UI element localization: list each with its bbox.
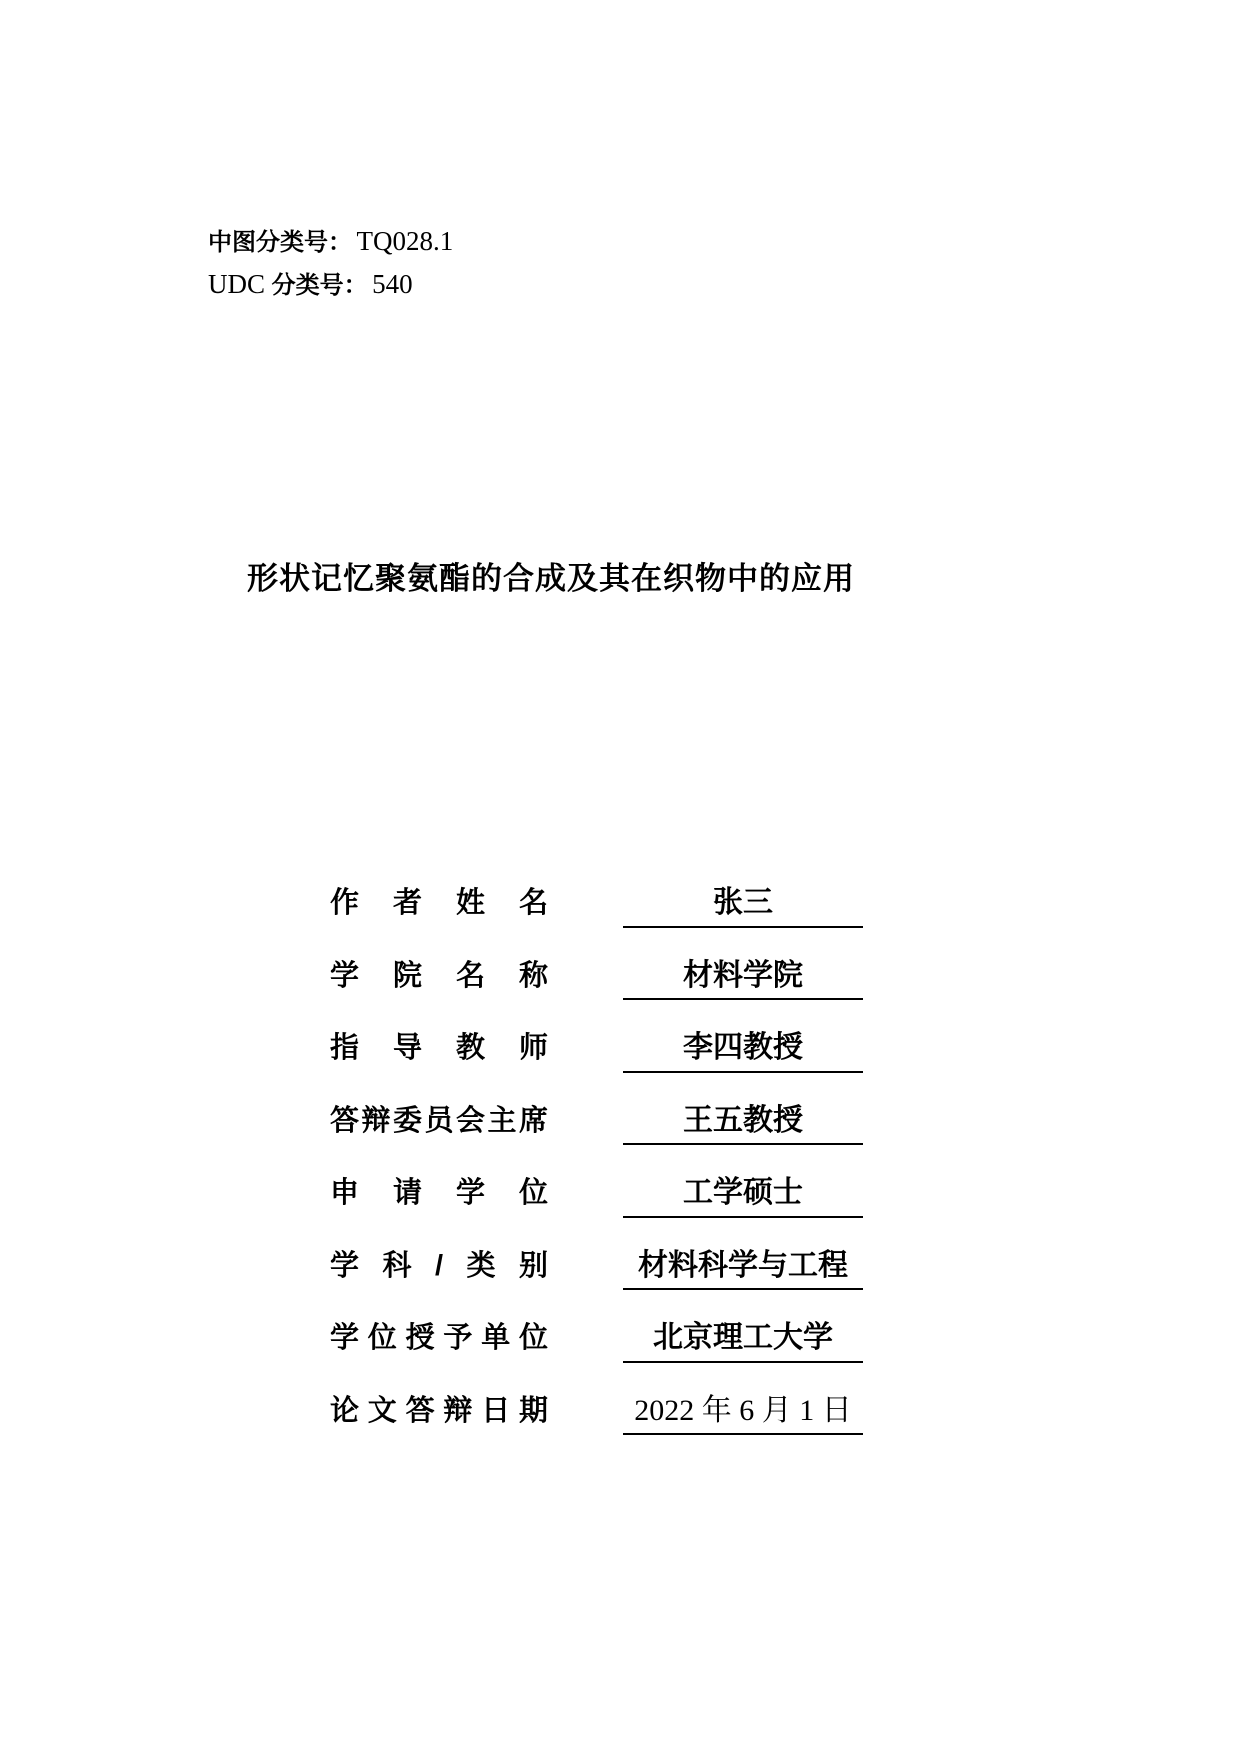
udc-number-line (208, 265, 453, 308)
supervisor-label: 指导教师 (330, 1032, 548, 1064)
degree-applied-label: 申请学位 (330, 1177, 548, 1209)
form-row-supervisor (330, 1031, 863, 1073)
classification-block (208, 222, 453, 308)
defense-date-value: 2022 年 6 月 1 日 (623, 1394, 863, 1436)
form-row-defense-chair (330, 1104, 863, 1146)
school-name-label: 学院名称 (330, 959, 548, 992)
discipline-label: 学科/类别 (330, 1249, 548, 1282)
thesis-info-form (330, 886, 863, 1466)
form-row-defense-date (330, 1394, 863, 1436)
discipline-value: 材料科学与工程 (623, 1249, 863, 1291)
degree-institution-value: 北京理工大学 (623, 1321, 863, 1363)
degree-applied-value: 工学硕士 (623, 1176, 863, 1218)
clc-number-line (208, 222, 453, 265)
thesis-title: 形状记忆聚氨酯的合成及其在织物中的应用 (247, 561, 855, 596)
author-name-label: 作者姓名 (330, 887, 548, 919)
form-row-discipline (330, 1249, 863, 1291)
degree-institution-label: 学位授予单位 (330, 1322, 548, 1354)
form-row-degree-institution (330, 1321, 863, 1363)
supervisor-value: 李四教授 (623, 1031, 863, 1073)
defense-chair-value: 王五教授 (623, 1104, 863, 1146)
form-row-degree-applied (330, 1176, 863, 1218)
udc-number-label: 分类号： (265, 272, 368, 299)
defense-date-label: 论文答辩日期 (330, 1394, 548, 1427)
form-row-author-name (330, 886, 863, 928)
udc-prefix: UDC (208, 269, 266, 299)
clc-number-label: 中图分类号： (208, 229, 352, 256)
author-name-value: 张三 (623, 886, 863, 928)
form-row-school-name (330, 959, 863, 1001)
defense-chair-label: 答辩委员会主席 (330, 1104, 548, 1137)
school-name-value: 材料学院 (623, 959, 863, 1001)
udc-number-value: 540 (372, 269, 413, 299)
clc-number-value: TQ028.1 (356, 226, 454, 256)
